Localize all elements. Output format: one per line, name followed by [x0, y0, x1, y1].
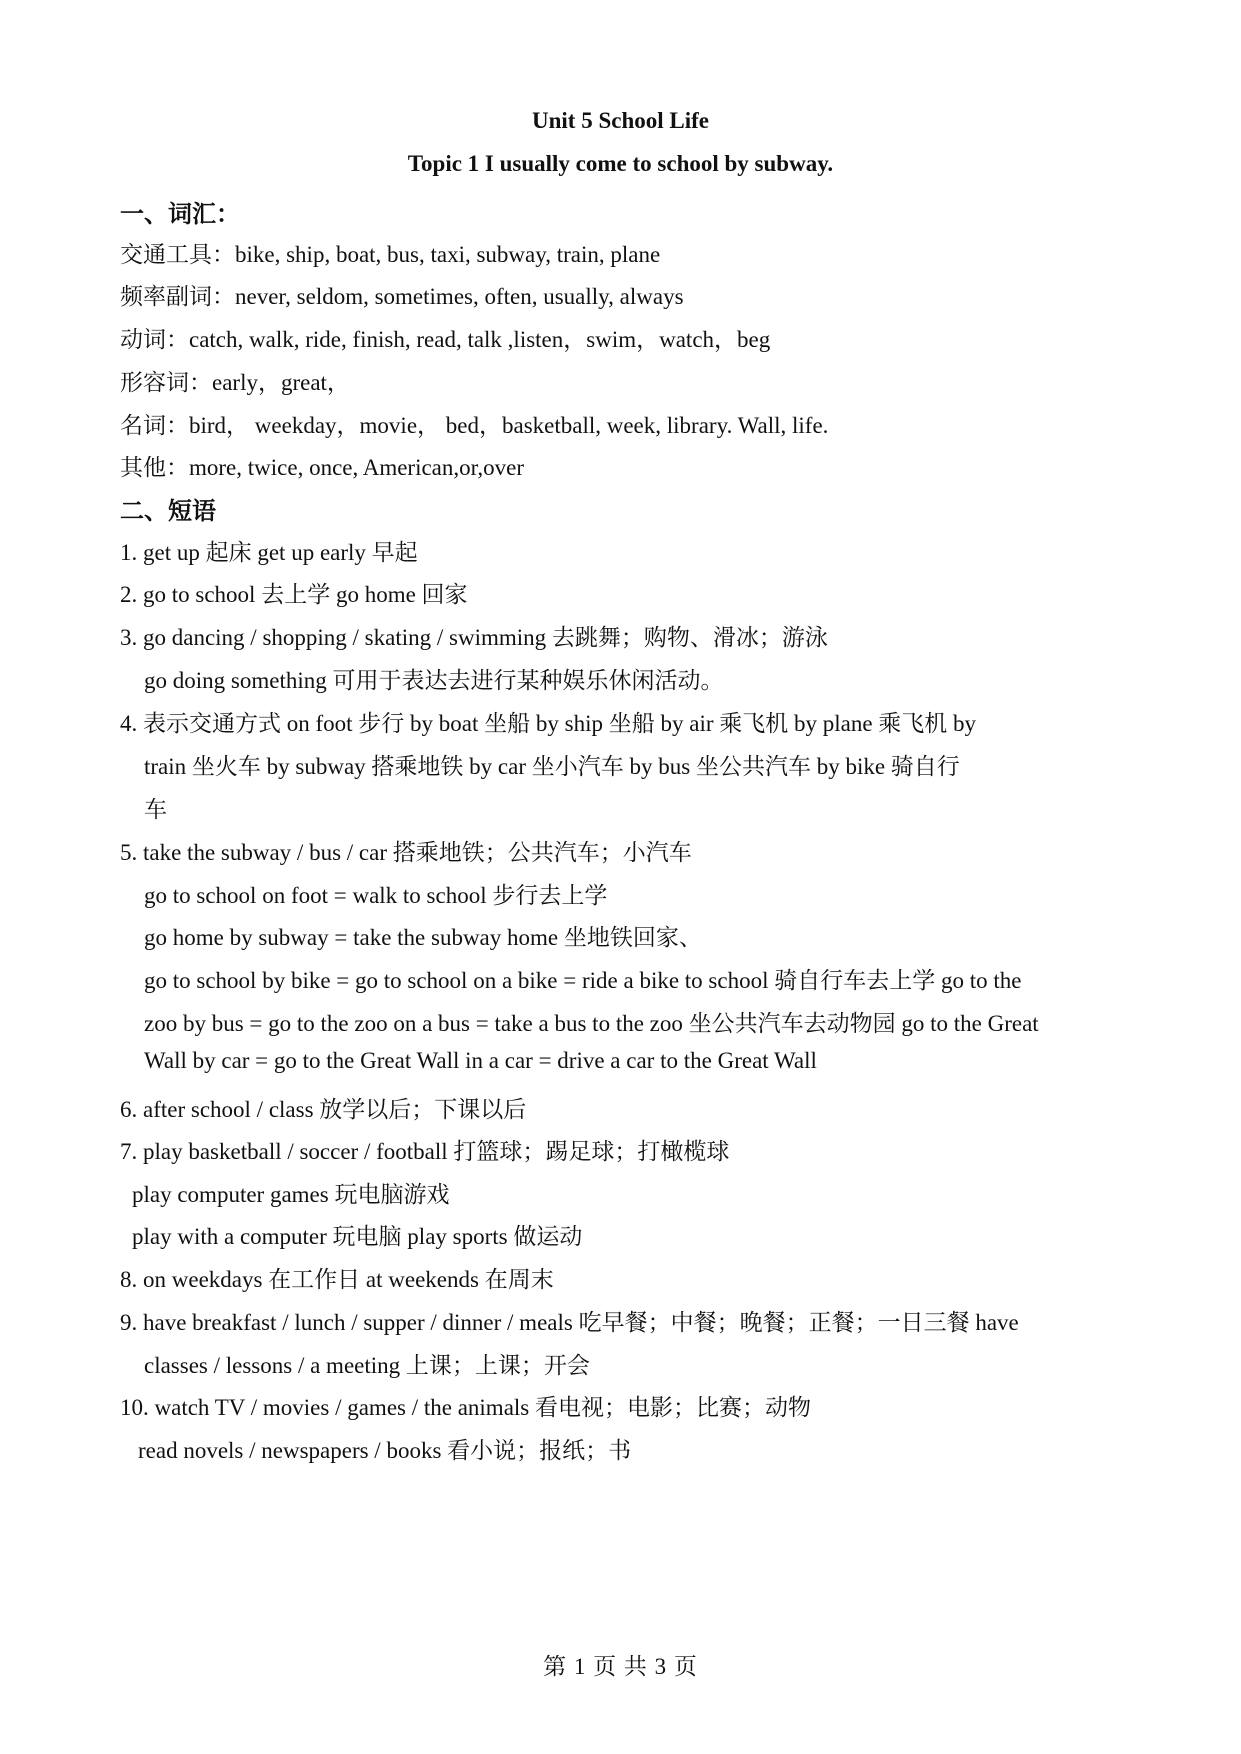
- vocab-line-others: 其他：more, twice, once, American,or,over: [120, 455, 524, 480]
- phrase-item-7-computer: play with a computer 玩电脑 play sports 做运动: [132, 1224, 583, 1249]
- phrase-item-5-walk: go to school on foot = walk to school 步行去上学: [144, 883, 608, 908]
- phrase-item-9-cont: classes / lessons / a meeting 上课；上课；开会: [144, 1353, 590, 1378]
- phrase-item-6: 6. after school / class 放学以后；下课以后: [120, 1097, 527, 1122]
- vocab-line-verbs: 动词：catch, walk, ride, finish, read, talk ,listen，swim，watch，beg: [120, 327, 771, 352]
- page-number: 第 1 页 共 3 页: [543, 1654, 698, 1679]
- vocab-line-adjectives: 形容词：early，great，: [120, 370, 350, 395]
- phrase-item-5-bike: go to school by bike = go to school on a bike = ride a bike to school 骑自行车去上学 go to the: [144, 968, 1022, 993]
- phrase-item-4: 4. 表示交通方式 on foot 步行 by boat 坐船 by ship 坐船 by air 乘飞机 by plane 乘飞机 by: [120, 711, 977, 736]
- phrase-item-3-note: go doing something 可用于表达去进行某种娱乐休闲活动。: [144, 668, 724, 693]
- phrase-item-10: 10. watch TV / movies / games / the animals 看电视；电影；比赛；动物: [120, 1395, 811, 1420]
- phrase-item-5-great-wall: Wall by car = go to the Great Wall in a car = drive a car to the Great Wall: [144, 1048, 817, 1073]
- phrases-heading: 二、短语: [120, 499, 216, 525]
- phrase-item-4-cont2: 车: [144, 797, 167, 822]
- phrase-item-3: 3. go dancing / shopping / skating / swimming 去跳舞；购物、滑冰；游泳: [120, 625, 828, 650]
- vocabulary-heading: 一、词汇：: [120, 202, 240, 228]
- phrase-item-10-read: read novels / newspapers / books 看小说；报纸；书: [138, 1438, 632, 1463]
- phrase-item-4-cont: train 坐火车 by subway 搭乘地铁 by car 坐小汽车 by bus 坐公共汽车 by bike 骑自行: [144, 754, 960, 779]
- phrase-item-8: 8. on weekdays 在工作日 at weekends 在周末: [120, 1267, 554, 1292]
- vocab-line-transport: 交通工具：bike, ship, boat, bus, taxi, subway, train, plane: [120, 242, 661, 267]
- phrase-item-9: 9. have breakfast / lunch / supper / dinner / meals 吃早餐；中餐；晚餐；正餐；一日三餐 have: [120, 1310, 1019, 1335]
- unit-title: Unit 5 School Life: [532, 108, 709, 133]
- vocab-line-nouns: 名词：bird， weekday，movie， bed，basketball, week, library. Wall, life.: [120, 413, 829, 438]
- phrase-item-5-subway: go home by subway = take the subway home 坐地铁回家、: [144, 925, 702, 950]
- topic-title: Topic 1 I usually come to school by subway.: [407, 151, 834, 176]
- vocab-line-frequency: 频率副词：never, seldom, sometimes, often, usually, always: [120, 284, 684, 309]
- phrase-item-7-computer-games: play computer games 玩电脑游戏: [132, 1182, 450, 1207]
- phrase-item-7: 7. play basketball / soccer / football 打篮球；踢足球；打橄榄球: [120, 1139, 730, 1164]
- phrase-item-5: 5. take the subway / bus / car 搭乘地铁；公共汽车；小汽车: [120, 840, 692, 865]
- phrase-item-1: 1. get up 起床 get up early 早起: [120, 540, 418, 565]
- phrase-item-2: 2. go to school 去上学 go home 回家: [120, 582, 468, 607]
- phrase-item-5-zoo: zoo by bus = go to the zoo on a bus = take a bus to the zoo 坐公共汽车去动物园 go to the Great: [144, 1011, 1039, 1036]
